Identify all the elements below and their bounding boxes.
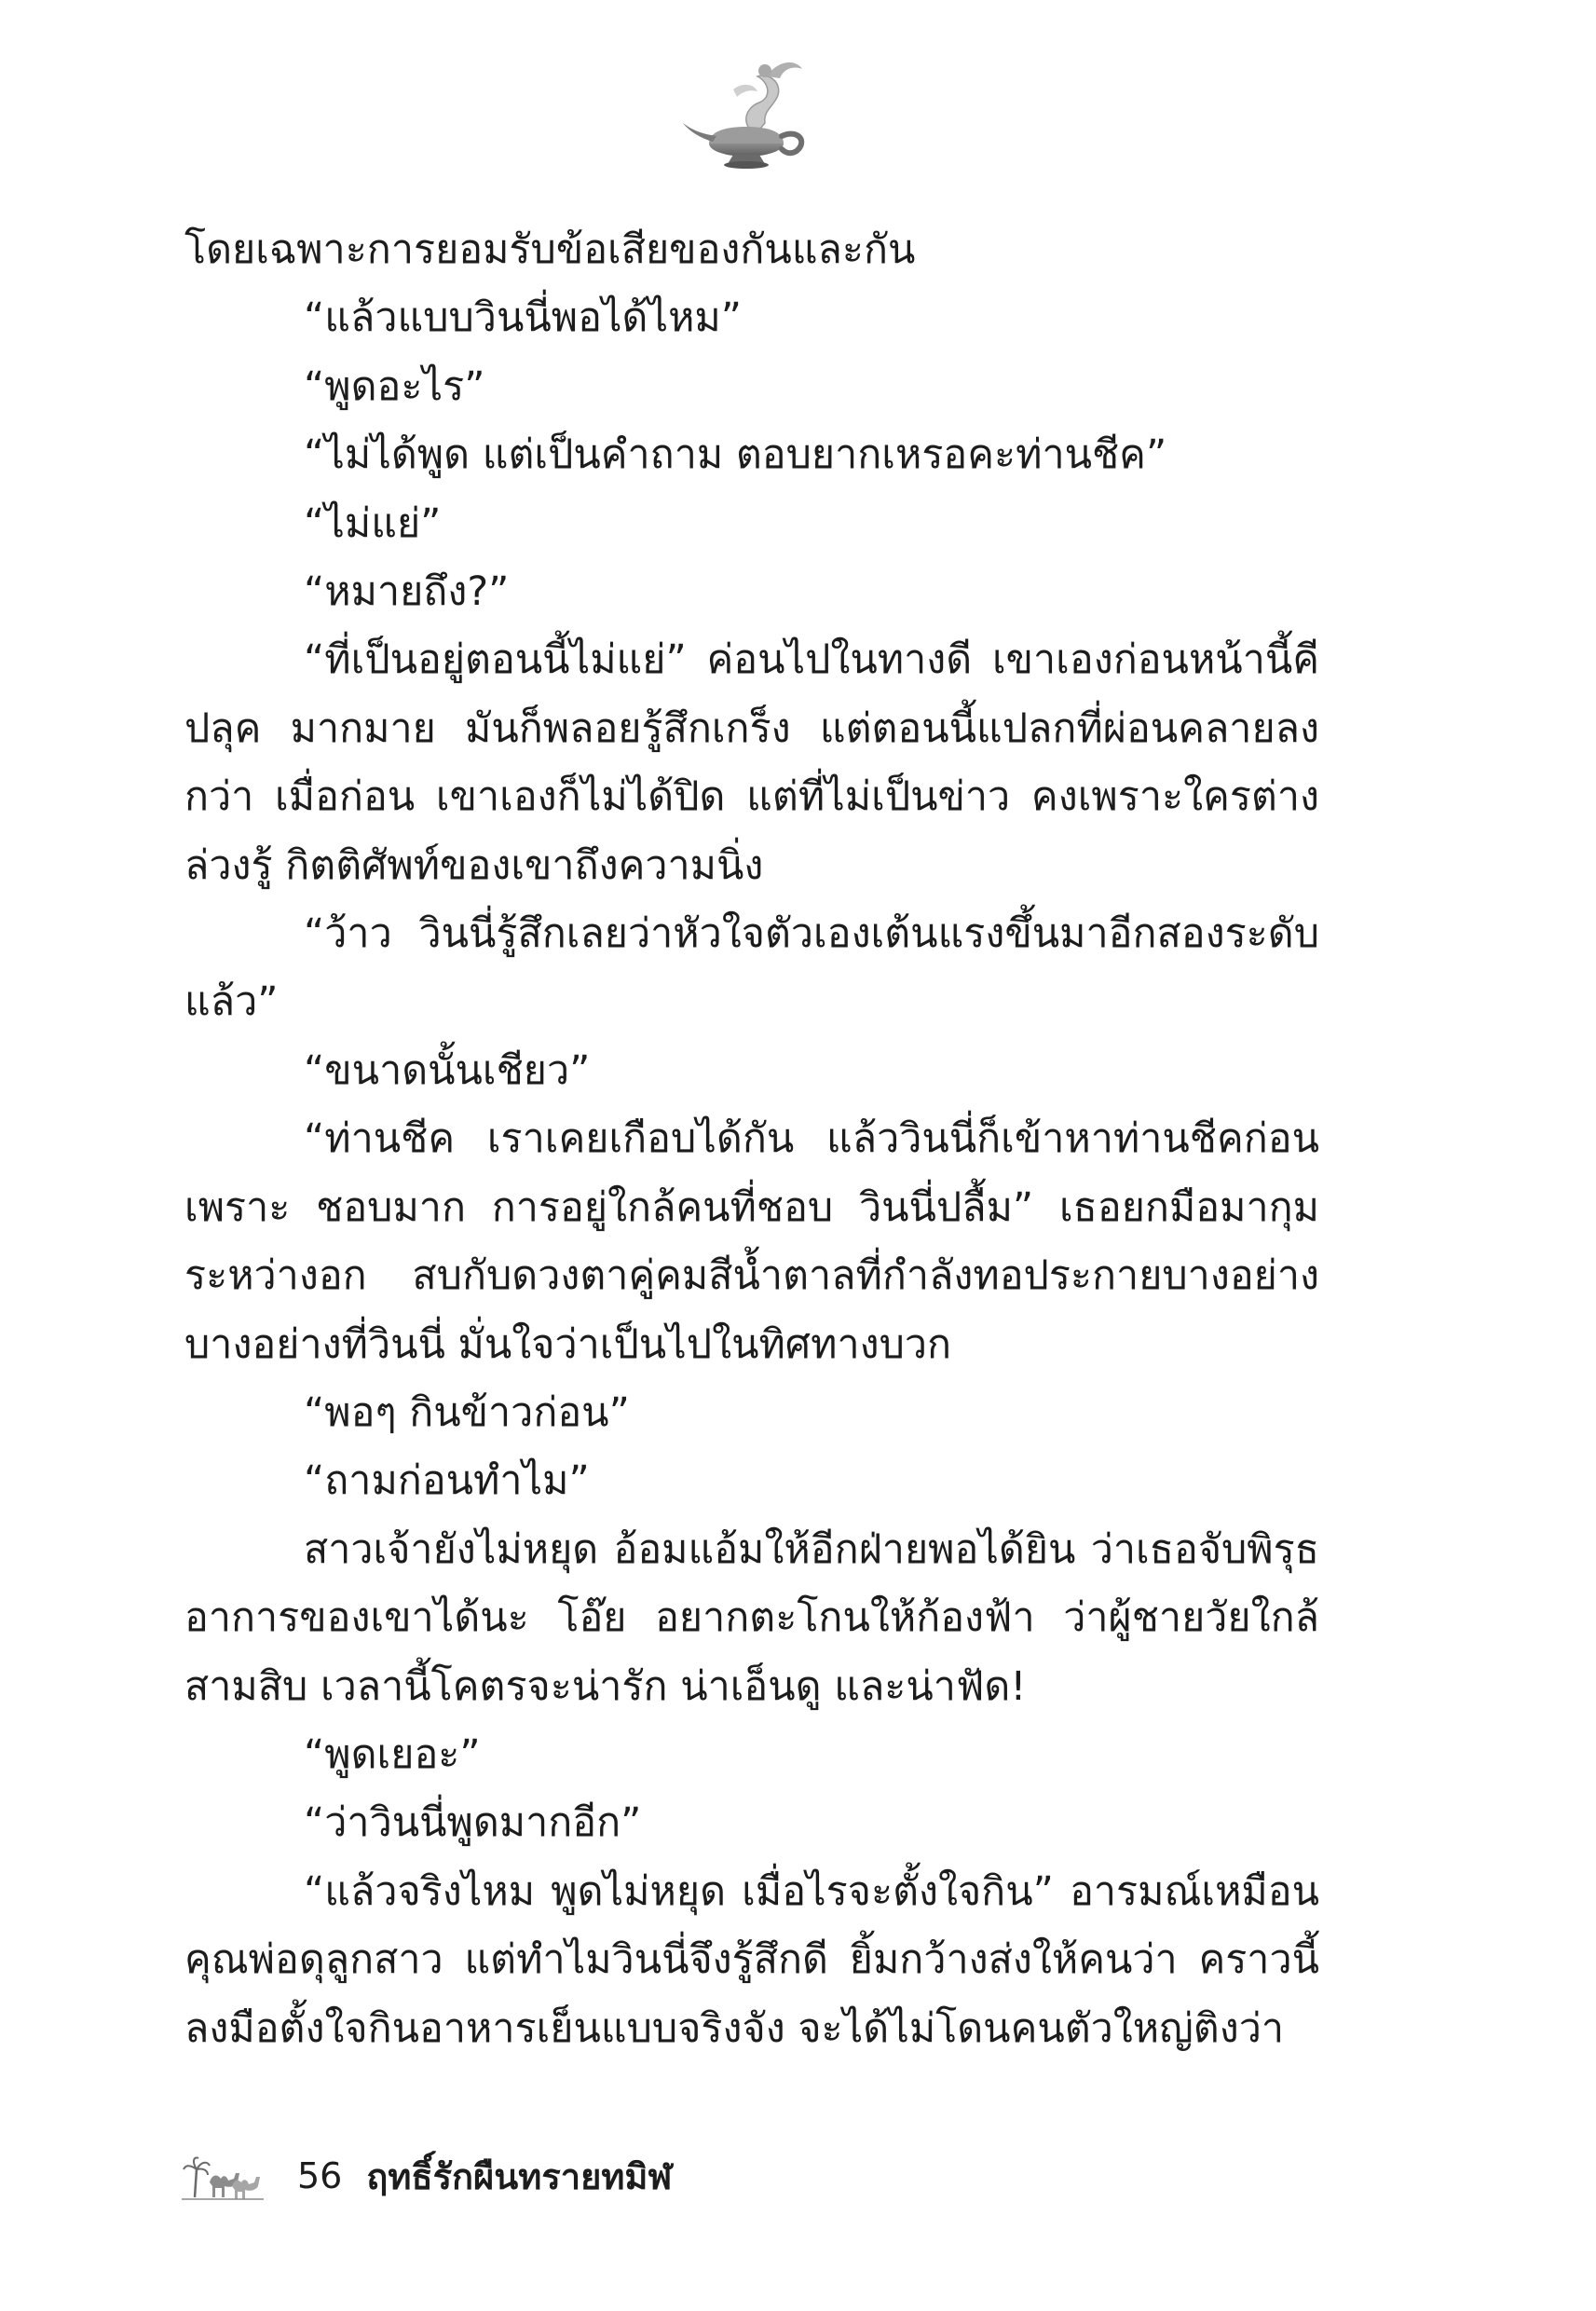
paragraph: “ไม่แย่” bbox=[304, 499, 442, 547]
body-text bbox=[184, 216, 1319, 2063]
paragraph: “ถามก่อนทำไม” bbox=[304, 1457, 590, 1505]
page-number: 56 bbox=[297, 2155, 343, 2196]
page-footer bbox=[182, 2143, 672, 2208]
paragraph: สาวเจ้ายังไม่หยุด อ้อมแอ้มให้อีกฝ่ายพอได้ยิน ว่าเธอจับพิรุธ อาการของเขาได้นะ โอ๊ย อยากตะโกนให้ก้องฟ้า ว่าผู้ชายวัยใกล้สามสิบ เวลานี้โคตรจะน่ารัก น่าเอ็นดู และน่าฟัด! bbox=[184, 1525, 1319, 1710]
paragraph: “ไม่ได้พูด แต่เป็นคำถาม ตอบยากเหรอคะท่านชีค” bbox=[304, 431, 1167, 479]
paragraph: “แล้วจริงไหม พูดไม่หยุด เมื่อไรจะตั้งใจกิน” อารมณ์เหมือน คุณพ่อดุลูกสาว แต่ทำไมวินนี่จึงรู้สึกดี ยิ้มกว้างส่งให้คนว่า คราวนี้ ลงมือตั้งใจกินอาหารเย็นแบบจริงจัง จะได้ไม่โดนคนตัวใหญ่ติงว่า bbox=[184, 1867, 1319, 2052]
camel-caravan-icon bbox=[182, 2151, 264, 2201]
paragraph: “พูดอะไร” bbox=[304, 362, 485, 410]
paragraph: “หมายถึง?” bbox=[304, 568, 510, 616]
genie-lamp-icon bbox=[675, 45, 825, 175]
book-title: ฤทธิ์รักผืนทรายทมิฬ bbox=[366, 2155, 673, 2197]
paragraph: “ว้าว วินนี่รู้สึกเลยว่าหัวใจตัวเองเต้นแรงขึ้นมาอีกสองระดับแล้ว” bbox=[184, 910, 1319, 1026]
paragraph: “ที่เป็นอยู่ตอนนี้ไม่แย่” ค่อนไปในทางดี เขาเองก่อนหน้านี้คีปลุค มากมาย มันก็พลอยรู้สึกเกร็ง แต่ตอนนี้แปลกที่ผ่อนคลายลงกว่า เมื่อก่อน เขาเองก็ไม่ได้ปิด แต่ที่ไม่เป็นข่าว คงเพราะใครต่างล่วงรู้ กิตติศัพท์ของเขาถึงความนิ่ง bbox=[184, 636, 1319, 889]
paragraph: “พูดเยอะ” bbox=[304, 1730, 481, 1778]
paragraph: “แล้วแบบวินนี่พอได้ไหม” bbox=[304, 294, 743, 342]
paragraph: “ว่าวินนี่พูดมากอีก” bbox=[304, 1799, 642, 1847]
paragraph: โดยเฉพาะการยอมรับข้อเสียของกันและกัน bbox=[184, 226, 916, 273]
paragraph: “ขนาดนั้นเชียว” bbox=[304, 1046, 591, 1094]
paragraph: “ท่านชีค เราเคยเกือบได้กัน แล้ววินนี่ก็เข้าหาท่านชีคก่อนเพราะ ชอบมาก การอยู่ใกล้คนที่ชอบ วินนี่ปลื้ม” เธอยกมือมากุมระหว่างอก สบกับดวงตาคู่คมสีน้ำตาลที่กำลังทอประกายบางอย่าง บางอย่างที่วินนี่ มั่นใจว่าเป็นไปในทิศทางบวก bbox=[184, 1115, 1319, 1368]
paragraph: “พอๆ กินข้าวก่อน” bbox=[304, 1388, 630, 1436]
